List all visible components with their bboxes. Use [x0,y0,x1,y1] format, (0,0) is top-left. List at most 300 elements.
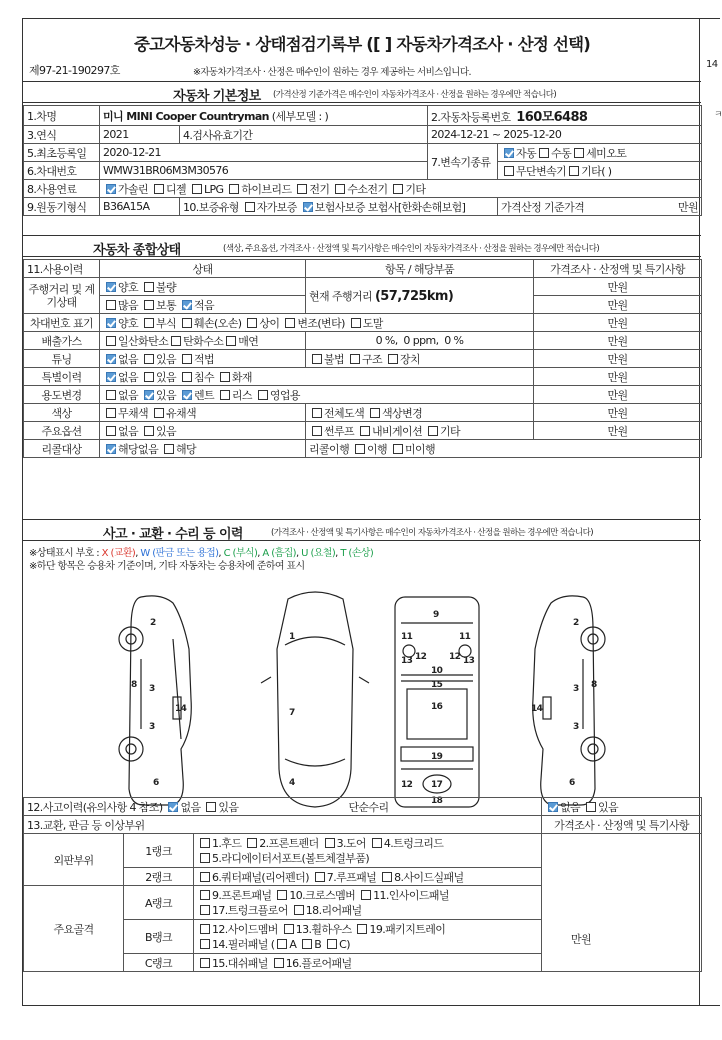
part-2-right: 2 [573,618,579,628]
part-package-tray-label: 19.패키지트레이 [369,922,446,936]
option-yes-checkbox[interactable] [144,426,154,436]
purpose-label: 용도변경 [24,386,100,404]
symbol-t: T (손상) [340,548,374,559]
mileage-normal-label: 보통 [155,298,177,312]
color-label: 색상 [24,404,100,422]
part-9-under: 9 [433,610,439,620]
fuel-opts [100,180,702,198]
tuning-structure-checkbox[interactable] [350,354,360,364]
price-label: 가격산정 기준가격 [501,200,585,214]
part-inside-panel-checkbox[interactable] [361,890,371,900]
mileage-cell [306,278,534,314]
document-number: 제97-21-190297호 [29,64,120,77]
basic-info-note: (가격산정 기준가격은 매수인이 자동차가격조사 · 산정을 원하는 경우에만 적습니다) [273,90,557,100]
symbol-x: X (교환) [101,548,136,559]
vin-mark-painted-checkbox[interactable] [351,318,361,328]
emission-smoke-checkbox[interactable] [226,336,236,346]
rankA-opts [194,886,542,920]
purpose-none-checkbox[interactable] [106,390,116,400]
part-4-top: 4 [289,778,295,788]
model-sub: (세부모델 : ) [271,109,329,123]
trans-manual-label: 수동 [551,146,572,160]
vin-label: 6.차대번호 [24,162,100,180]
vin-mark-diff-checkbox[interactable] [247,318,257,328]
warranty-insurer-checkbox[interactable] [303,202,313,212]
tuning-device-checkbox[interactable] [388,354,398,364]
fuel-hydrogen-checkbox[interactable] [335,184,345,194]
part-trunk-floor-checkbox[interactable] [200,905,210,915]
part-12-under-rear: 12 [401,780,413,790]
fuel-hybrid-checkbox[interactable] [229,184,239,194]
accident-yes-checkbox[interactable] [206,802,216,812]
basic-info-heading: 자동차 기본정보 [173,89,261,104]
part-19-under: 19 [431,752,443,762]
reg-value: 160모6488 [516,110,588,125]
trans-semi-checkbox[interactable] [574,148,584,158]
fuel-electric-checkbox[interactable] [297,184,307,194]
warranty-self-checkbox[interactable] [245,202,255,212]
model-cell [100,106,428,126]
part-floor-panel-checkbox[interactable] [274,958,284,968]
symbol-w: W (판금 또는 용접) [140,548,219,559]
tuning-yes-checkbox[interactable] [144,354,154,364]
vin-mark-price: 만원 [534,314,702,332]
trans-cvt-label: 무단변속기 [516,164,567,178]
part-inside-panel-label: 11.인사이드패널 [373,888,449,902]
model-value: 미니 MINI Cooper Countryman [103,109,269,123]
part-3-left-a: 3 [149,684,155,694]
rankC-label: C랭크 [124,954,194,972]
part-pillar-label: 14.필러패널 [212,937,268,951]
symbol-u: U (요철) [301,548,336,559]
accident-none-label: 없음 [180,800,201,814]
fuel-electric-label: 전기 [309,182,330,196]
part-2-left: 2 [150,618,156,628]
car-right-side-view [533,596,605,805]
part-rear-panel-label: 18.리어패널 [305,903,362,917]
recall-yes-checkbox[interactable] [164,444,174,454]
color-full-paint-label: 전체도색 [324,406,365,420]
recall-notdone-label: 미이행 [404,442,436,456]
edge-mark: ㅋ [714,110,722,120]
adjacent-page-edge [700,18,720,1006]
accident-label: 12.사고이력(유의사항 4 참조) [27,800,163,814]
part-8-right: 8 [591,680,597,690]
mileage-opts2 [100,296,306,314]
accident-heading: 사고 · 교환 · 수리 등 이력 [103,527,243,542]
special-fire-checkbox[interactable] [220,372,230,382]
trans-semi-label: 세미오토 [586,146,627,160]
color-opts-left [100,404,306,422]
mileage-price-2: 만원 [534,296,702,314]
tuning-illegal-label: 불법 [324,352,345,366]
part-front-panel-label: 9.프론트패널 [212,888,272,902]
car-diagram [23,579,701,815]
fuel-gasoline-label: 가솔린 [118,182,149,196]
fuel-gasoline-checkbox[interactable] [106,184,116,194]
tuning-none-checkbox[interactable] [106,354,116,364]
warranty-cell [180,198,498,216]
purpose-business-label: 영업용 [269,388,300,402]
col-item: 항목 / 해당부품 [306,260,534,278]
top-note: ※자동차가격조사 · 산정은 매수인이 원하는 경우 제공하는 서비스입니다. [193,67,471,78]
part-quarter-checkbox[interactable] [200,872,210,882]
vin-mark-altered-checkbox[interactable] [285,318,295,328]
part-14-right: 14 [531,704,543,714]
trans-label: 7.변속기종류 [428,144,498,180]
mileage-good-checkbox[interactable] [106,282,116,292]
part-trunk-checkbox[interactable] [372,838,382,848]
part-17-under: 17 [431,780,443,790]
part-11-under-right: 11 [459,632,471,642]
mileage-price-1: 만원 [534,278,702,296]
trans-auto-label: 자동 [516,146,537,160]
basic-info-header [23,81,701,103]
color-chromatic-checkbox[interactable] [154,408,164,418]
emission-values: 0 %, 0 ppm, 0 % [306,332,534,350]
tuning-legal-label: 적법 [193,352,214,366]
recall-none-label: 해당없음 [118,442,159,456]
color-chromatic-label: 유채색 [165,406,197,420]
part-roof-checkbox[interactable] [315,872,325,882]
mileage-value: (57,725km) [374,288,454,304]
part-13-under-right: 13 [463,656,475,666]
part-3-right-b: 3 [573,722,579,732]
part-trunk-floor-label: 17.트렁크플로어 [212,903,288,917]
option-nav-checkbox[interactable] [360,426,370,436]
part-14-left: 14 [175,704,187,714]
part-6-right: 6 [569,778,575,788]
fuel-lpg-checkbox[interactable] [192,184,202,194]
vin-mark-good-label: 양호 [118,316,139,330]
car-top-view [261,592,369,807]
pillar-a-label: A [289,937,297,951]
rank1-label: 1랭크 [124,834,194,868]
part-sidesill-label: 8.사이드실패널 [394,870,464,884]
tuning-label: 튜닝 [24,350,100,368]
special-yes-checkbox[interactable] [144,372,154,382]
valid-value: 2024-12-21 ~ 2025-12-20 [428,126,702,144]
vin-value: WMW31BR06M3M30576 [100,162,428,180]
parts-price-unit: 만원 [571,933,592,946]
emission-smoke-label: 매연 [238,334,259,348]
repair-none-label: 없음 [560,800,581,814]
part-side-member-label: 12.사이드멤버 [212,922,278,936]
purpose-opts [100,386,534,404]
pillar-b-checkbox[interactable] [302,939,312,949]
emission-price: 만원 [534,332,702,350]
part-hood-checkbox[interactable] [200,838,210,848]
mileage-opts1 [100,278,306,296]
first-reg-label: 5.최초등록일 [24,144,100,162]
repair-opts [542,798,702,816]
parts-price-label: 가격조사 · 산정액 및 특기사항 [542,816,702,834]
reg-label: 2.자동차등록번호 [431,111,511,124]
part-wheelhouse-checkbox[interactable] [284,924,294,934]
part-wheelhouse-label: 13.휠하우스 [295,922,352,936]
accident-yes-label: 있음 [218,800,239,814]
fuel-diesel-checkbox[interactable] [154,184,164,194]
trans-other-label: 기타( ) [581,164,612,178]
part-12-under-right: 12 [449,652,461,662]
tuning-opts-right [306,350,534,368]
pillar-a-checkbox[interactable] [277,939,287,949]
repair-yes-checkbox[interactable] [586,802,596,812]
rank2-opts [194,868,542,886]
vin-mark-damage-checkbox[interactable] [182,318,192,328]
status-table [23,259,702,458]
recall-item-cell [306,440,702,458]
inspection-sheet [22,18,700,1006]
basic-info-table [23,105,702,216]
trans-cvt-checkbox[interactable] [504,166,514,176]
mileage-high-label: 많음 [118,298,139,312]
option-none-label: 없음 [118,424,139,438]
mileage-normal-checkbox[interactable] [144,300,154,310]
option-none-checkbox[interactable] [106,426,116,436]
mileage-text: 현재 주행거리 [309,289,373,303]
mileage-bad-label: 불량 [155,280,177,294]
mileage-low-label: 적음 [193,298,214,312]
mileage-high-checkbox[interactable] [106,300,116,310]
option-other-label: 기타 [440,424,461,438]
vin-mark-painted-label: 도말 [362,316,383,330]
part-1-top: 1 [289,632,295,642]
warranty-label: 10.보증유형 [183,200,239,214]
mileage-good-label: 양호 [118,280,139,294]
trans-other-checkbox[interactable] [569,166,579,176]
vin-mark-corrosion-label: 부식 [155,316,177,330]
engine-value: B36A15A [100,198,180,216]
repair-yes-label: 있음 [597,800,619,814]
col-state: 상태 [100,260,306,278]
emission-hc-checkbox[interactable] [171,336,181,346]
part-dash-panel-checkbox[interactable] [200,958,210,968]
repair-none-checkbox[interactable] [548,802,558,812]
part-radiator-label: 5.라디에이터서포트(볼트체결부품) [212,851,370,865]
fuel-hybrid-label: 하이브리드 [241,182,292,196]
color-achromatic-checkbox[interactable] [106,408,116,418]
recall-label: 리콜대상 [24,440,100,458]
vin-mark-corrosion-checkbox[interactable] [144,318,154,328]
engine-label: 9.원동기형식 [24,198,100,216]
recall-opts [100,440,306,458]
vin-mark-opts [100,314,534,332]
accident-row [24,798,542,816]
tuning-yes-label: 있음 [155,352,177,366]
part-side-member-checkbox[interactable] [200,924,210,934]
symbols-prefix: ※상태표시 부호 : [29,548,102,559]
model-label: 1.차명 [24,106,100,126]
trans-opts-row2 [498,162,702,180]
part-door-checkbox[interactable] [325,838,335,848]
fuel-lpg-label: LPG [203,182,224,196]
option-opts-left [100,422,306,440]
special-label: 특별이력 [24,368,100,386]
accident-note: (가격조사 · 산정액 및 특기사항은 매수인이 자동차가격조사 · 산정을 원하는 경우에만 적습니다) [271,528,593,538]
col-usage: 11.사용이력 [24,260,100,278]
option-sunroof-checkbox[interactable] [312,426,322,436]
trans-manual-checkbox[interactable] [539,148,549,158]
tuning-device-label: 장치 [399,352,420,366]
year-value: 2021 [100,126,180,144]
color-price: 만원 [534,404,702,422]
special-flood-checkbox[interactable] [182,372,192,382]
part-10-under: 10 [431,666,443,676]
option-yes-label: 있음 [155,424,177,438]
recall-done-checkbox[interactable] [355,444,365,454]
pillar-c-checkbox[interactable] [327,939,337,949]
rankC-opts [194,954,542,972]
color-opts-right [306,404,534,422]
option-sunroof-label: 썬루프 [324,424,355,438]
fuel-diesel-label: 디젤 [165,182,187,196]
symbol-c: C (부식) [223,548,258,559]
emission-hc-label: 탄화수소 [183,334,224,348]
purpose-rent-checkbox[interactable] [182,390,192,400]
option-label: 주요옵션 [24,422,100,440]
fuel-other-checkbox[interactable] [393,184,403,194]
mileage-label: 주행거리 및 계기상태 [24,278,100,314]
purpose-yes-checkbox[interactable] [144,390,154,400]
frame-label: 주요골격 [24,886,124,972]
mileage-low-checkbox[interactable] [182,300,192,310]
parts-label: 13.교환, 판금 등 이상부위 [24,816,542,834]
special-none-checkbox[interactable] [106,372,116,382]
accident-header [23,519,701,541]
part-fender-checkbox[interactable] [247,838,257,848]
rankB-label: B랭크 [124,920,194,954]
trans-auto-checkbox[interactable] [504,148,514,158]
vin-mark-altered-label: 변조(변타) [297,316,345,330]
status-heading: 자동차 종합상태 [93,243,181,258]
part-fender-label: 2.프론트펜더 [259,836,319,850]
pillar-b-label: B [314,937,322,951]
price-unit: 만원 [677,200,699,214]
part-quarter-label: 6.쿼터패널(리어펜더) [212,870,309,884]
part-door-label: 3.도어 [336,836,366,850]
status-note: (색상, 주요옵션, 가격조사 · 산정액 및 특기사항은 매수인이 자동차가격조사 · 산정을 원하는 경우에만 적습니다) [223,244,600,254]
outer-label: 외판부위 [24,834,124,886]
rank2-label: 2랭크 [124,868,194,886]
symbol-a: A (흠집) [262,548,296,559]
special-none-label: 없음 [118,370,139,384]
purpose-business-checkbox[interactable] [258,390,268,400]
part-floor-panel-label: 16.플로어패널 [285,956,352,970]
rankB-opts: 12.사이드멤버 13.휠하우스 19.패키지트레이 14.필러패널 ( A B C) [194,920,542,954]
part-sidesill-checkbox[interactable] [382,872,392,882]
vin-mark-label: 차대번호 표기 [24,314,100,332]
part-3-right-a: 3 [573,684,579,694]
part-pillar-checkbox[interactable] [200,939,210,949]
part-trunk-label: 4.트렁크리드 [383,836,444,850]
special-opts [100,368,534,386]
recall-item-label: 리콜이행 [309,442,350,456]
special-fire-label: 화재 [231,370,252,384]
special-yes-label: 있음 [155,370,177,384]
tuning-illegal-checkbox[interactable] [312,354,322,364]
tuning-none-label: 없음 [118,352,139,366]
symbols-note: ※하단 항목은 승용차 기준이며, 기타 자동차는 승용차에 준하여 표시 [29,561,305,572]
fuel-other-label: 기타 [405,182,426,196]
repair-label: 단순수리 [348,800,389,814]
part-radiator-checkbox[interactable] [200,853,210,863]
special-flood-label: 침수 [193,370,214,384]
part-7-top: 7 [289,708,295,718]
part-18-under: 18 [431,796,443,806]
warranty-insurer-label: 보험사보증 보험사[한화손해보험] [314,200,466,214]
option-other-checkbox[interactable] [428,426,438,436]
edge-number: 14 [706,59,718,70]
tuning-legal-checkbox[interactable] [182,354,192,364]
accident-none-checkbox[interactable] [168,802,178,812]
option-nav-label: 내비게이션 [371,424,423,438]
fuel-label: 8.사용연료 [24,180,100,198]
part-6-left: 6 [153,778,159,788]
option-opts-right [306,422,534,440]
tuning-structure-label: 구조 [361,352,383,366]
purpose-lease-label: 리스 [231,388,252,402]
mileage-bad-checkbox[interactable] [144,282,154,292]
emission-label: 배출가스 [24,332,100,350]
parts-table [23,797,702,972]
part-12-under-left: 12 [415,652,427,662]
part-13-under-left: 13 [401,656,413,666]
reg-cell [428,106,702,126]
col-price: 가격조사 · 산정액 및 특기사항 [534,260,702,278]
color-achromatic-label: 무채색 [118,406,149,420]
warranty-self-label: 자가보증 [256,200,297,214]
part-roof-label: 7.루프패널 [326,870,377,884]
symbols-legend [29,547,373,573]
price-cell [498,198,702,216]
recall-yes-label: 해당 [176,442,197,456]
part-16-under: 16 [431,702,443,712]
pillar-c-label: C [339,937,347,951]
vin-mark-good-checkbox[interactable] [106,318,116,328]
part-crossmember-checkbox[interactable] [277,890,287,900]
rank1-opts [194,834,542,868]
part-rear-panel-checkbox[interactable] [294,905,304,915]
color-full-paint-checkbox[interactable] [312,408,322,418]
purpose-none-label: 없음 [118,388,139,402]
purpose-lease-checkbox[interactable] [220,390,230,400]
status-header [23,235,701,257]
recall-none-checkbox[interactable] [106,444,116,454]
purpose-price: 만원 [534,386,702,404]
special-price: 만원 [534,368,702,386]
parts-price-cell [542,834,702,972]
part-crossmember-label: 10.크로스멤버 [289,888,356,902]
part-3-left-b: 3 [149,722,155,732]
part-hood-label: 1.후드 [212,836,242,850]
vin-mark-diff-label: 상이 [259,316,280,330]
part-15-under: 15 [431,680,443,690]
recall-notdone-checkbox[interactable] [393,444,403,454]
part-package-tray-checkbox[interactable] [357,924,367,934]
valid-label: 4.검사유효기간 [180,126,428,144]
emission-co-label: 일산화탄소 [118,334,169,348]
emission-co-checkbox[interactable] [106,336,116,346]
trans-opts-row1 [498,144,702,162]
symbols-line: ※상태표시 부호 : X (교환), W (판금 또는 용접), C (부식), A (흠집), U (요철), T (손상) [29,548,374,559]
year-label: 3.연식 [24,126,100,144]
color-change-checkbox[interactable] [370,408,380,418]
page-title: 중고자동차성능 · 상태점검기록부 ([ ] 자동차가격조사 · 산정 선택) [134,35,590,54]
tuning-opts-left [100,350,306,368]
part-front-panel-checkbox[interactable] [200,890,210,900]
vin-mark-damage-label: 훼손(오손) [193,316,242,330]
